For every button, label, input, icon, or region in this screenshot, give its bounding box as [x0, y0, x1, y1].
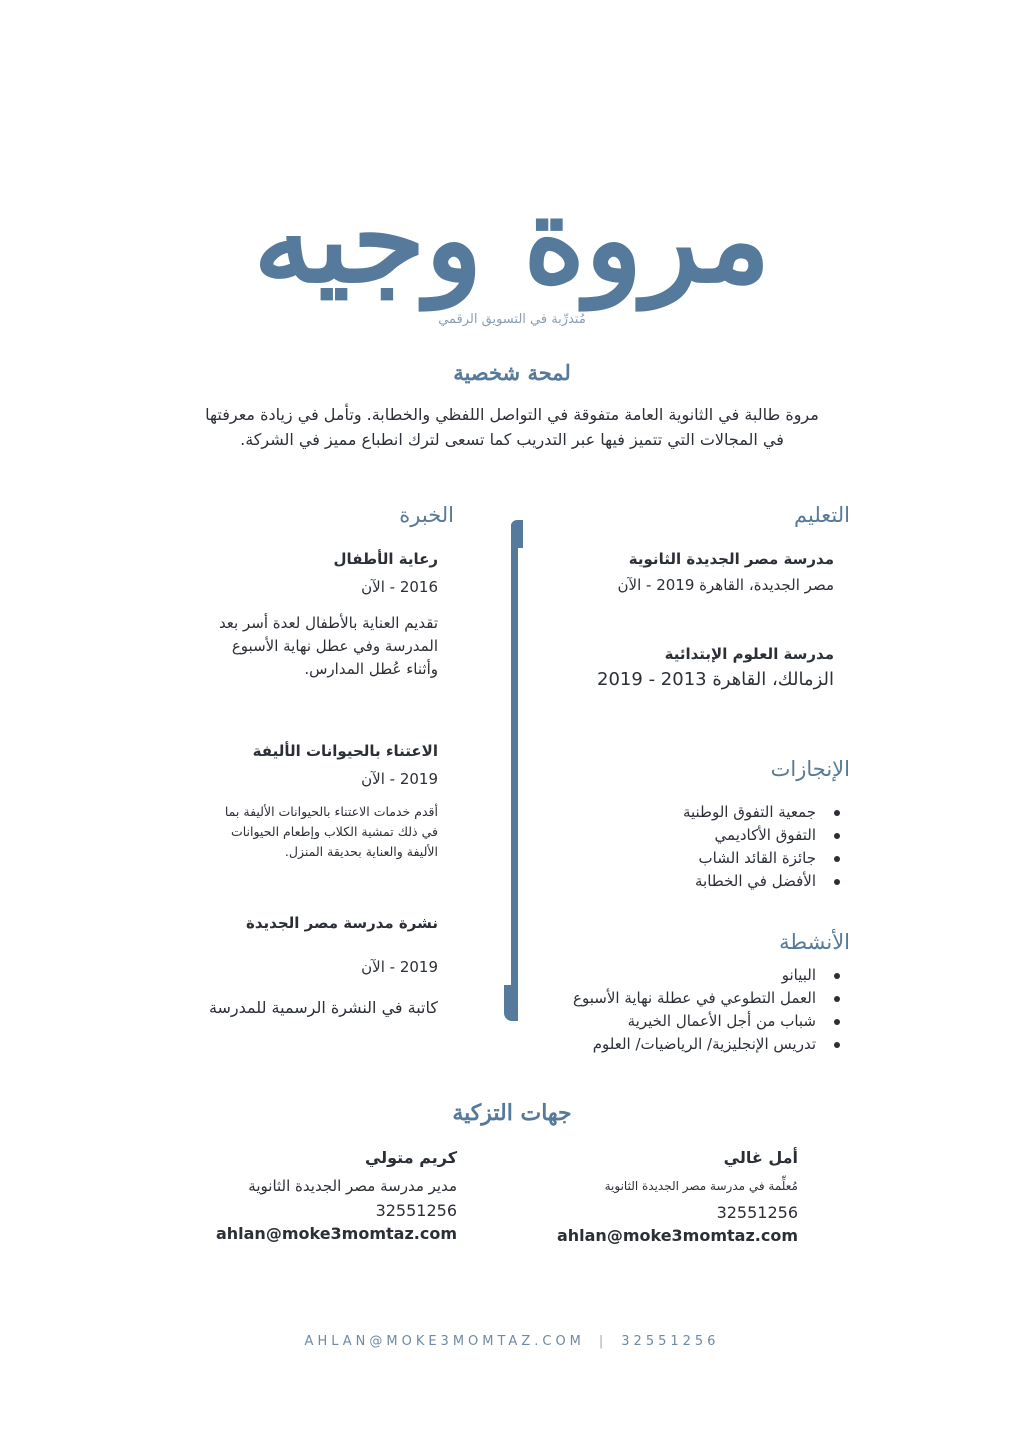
reference-phone: 32551256 — [716, 1203, 798, 1222]
job-period: 2019 - الآن — [361, 958, 438, 976]
experience-item — [188, 742, 438, 862]
footer-phone: 32551256 — [621, 1334, 720, 1349]
experience-item — [188, 914, 438, 1019]
reference-card — [498, 1148, 798, 1245]
list-item: جائزة القائد الشاب — [542, 847, 842, 870]
school-meta: الزمالك، القاهرة 2013 - 2019 — [597, 669, 834, 690]
reference-phone: 32551256 — [375, 1201, 457, 1220]
reference-role: مدير مدرسة مصر الجديدة الثانوية — [248, 1177, 457, 1195]
reference-role: مُعلِّمة في مدرسة مصر الجديدة الثانوية — [604, 1179, 798, 1193]
school-name: مدرسة مصر الجديدة الثانوية — [628, 550, 834, 568]
activities-list — [522, 964, 842, 1056]
job-description-line: كاتبة في النشرة الرسمية للمدرسة — [208, 998, 438, 1017]
reference-email[interactable]: ahlan@moke3momtaz.com — [215, 1224, 457, 1243]
reference-email[interactable]: ahlan@moke3momtaz.com — [556, 1226, 798, 1245]
job-title: رعاية الأطفال — [333, 550, 438, 568]
job-description — [188, 996, 438, 1019]
experience-heading: الخبرة — [399, 503, 454, 527]
profile-text — [170, 402, 854, 452]
references-heading: جهات التزكية — [452, 1100, 572, 1126]
list-item: التفوق الأكاديمي — [542, 824, 842, 847]
reference-name: أمل غالي — [723, 1148, 798, 1167]
footer-separator: | — [598, 1334, 608, 1349]
candidate-subtitle: مُتدرِّبة في التسويق الرقمي — [438, 312, 586, 327]
profile-heading: لمحة شخصية — [453, 360, 571, 385]
candidate-name: مروة وجيه — [253, 170, 771, 309]
achievements-heading: الإنجازات — [770, 757, 850, 781]
reference-card — [157, 1148, 457, 1243]
list-item: تدريس الإنجليزية/ الرياضيات/ العلوم — [522, 1033, 842, 1056]
list-item: جمعية التفوق الوطنية — [542, 801, 842, 824]
job-description-line: الأليفة والعناية بحديقة المنزل. — [284, 844, 438, 859]
list-item: الأفضل في الخطابة — [542, 870, 842, 893]
education-item — [534, 645, 834, 690]
job-description — [188, 612, 438, 681]
footer-email[interactable]: AHLAN@MOKE3MOMTAZ.COM — [304, 1334, 585, 1349]
reference-name: كريم متولي — [364, 1148, 457, 1167]
list-item: شباب من أجل الأعمال الخيرية — [522, 1010, 842, 1033]
achievements-list — [542, 801, 842, 893]
list-item: العمل التطوعي في عطلة نهاية الأسبوع — [522, 987, 842, 1010]
job-description-line: المدرسة وفي عطل نهاية الأسبوع — [231, 637, 438, 655]
school-meta: مصر الجديدة، القاهرة 2019 - الآن — [617, 576, 834, 594]
job-description — [188, 802, 438, 862]
job-period: 2016 - الآن — [361, 578, 438, 596]
activities-heading: الأنشطة — [779, 930, 850, 954]
job-title: نشرة مدرسة مصر الجديدة — [246, 914, 438, 932]
experience-item — [188, 550, 438, 681]
job-description-line: وأثناء عُطل المدارس. — [304, 660, 438, 678]
job-title: الاعتناء بالحيوانات الأليفة — [252, 742, 438, 760]
footer-contact — [0, 1334, 1024, 1349]
job-description-line: تقديم العناية بالأطفال لعدة أسر بعد — [218, 614, 438, 632]
column-divider-top-cap — [511, 520, 523, 548]
job-period: 2019 - الآن — [361, 770, 438, 788]
profile-line: في المجالات التي تتميز فيها عبر التدريب كما تسعى لترك انطباع مميز في الشركة. — [240, 430, 784, 449]
education-item — [534, 550, 834, 594]
school-name: مدرسة العلوم الإبتدائية — [664, 645, 834, 663]
profile-line: مروة طالبة في الثانوية العامة متفوقة في التواصل اللفظي والخطابة. وتأمل في زيادة معرفتها — [205, 405, 819, 424]
job-description-line: في ذلك تمشية الكلاب وإطعام الحيوانات — [230, 824, 438, 839]
column-divider — [511, 523, 518, 1021]
column-divider-bottom-cap — [504, 985, 518, 1021]
education-heading: التعليم — [794, 503, 850, 527]
job-description-line: أقدم خدمات الاعتناء بالحيوانات الأليفة بما — [224, 804, 438, 819]
list-item: البيانو — [522, 964, 842, 987]
